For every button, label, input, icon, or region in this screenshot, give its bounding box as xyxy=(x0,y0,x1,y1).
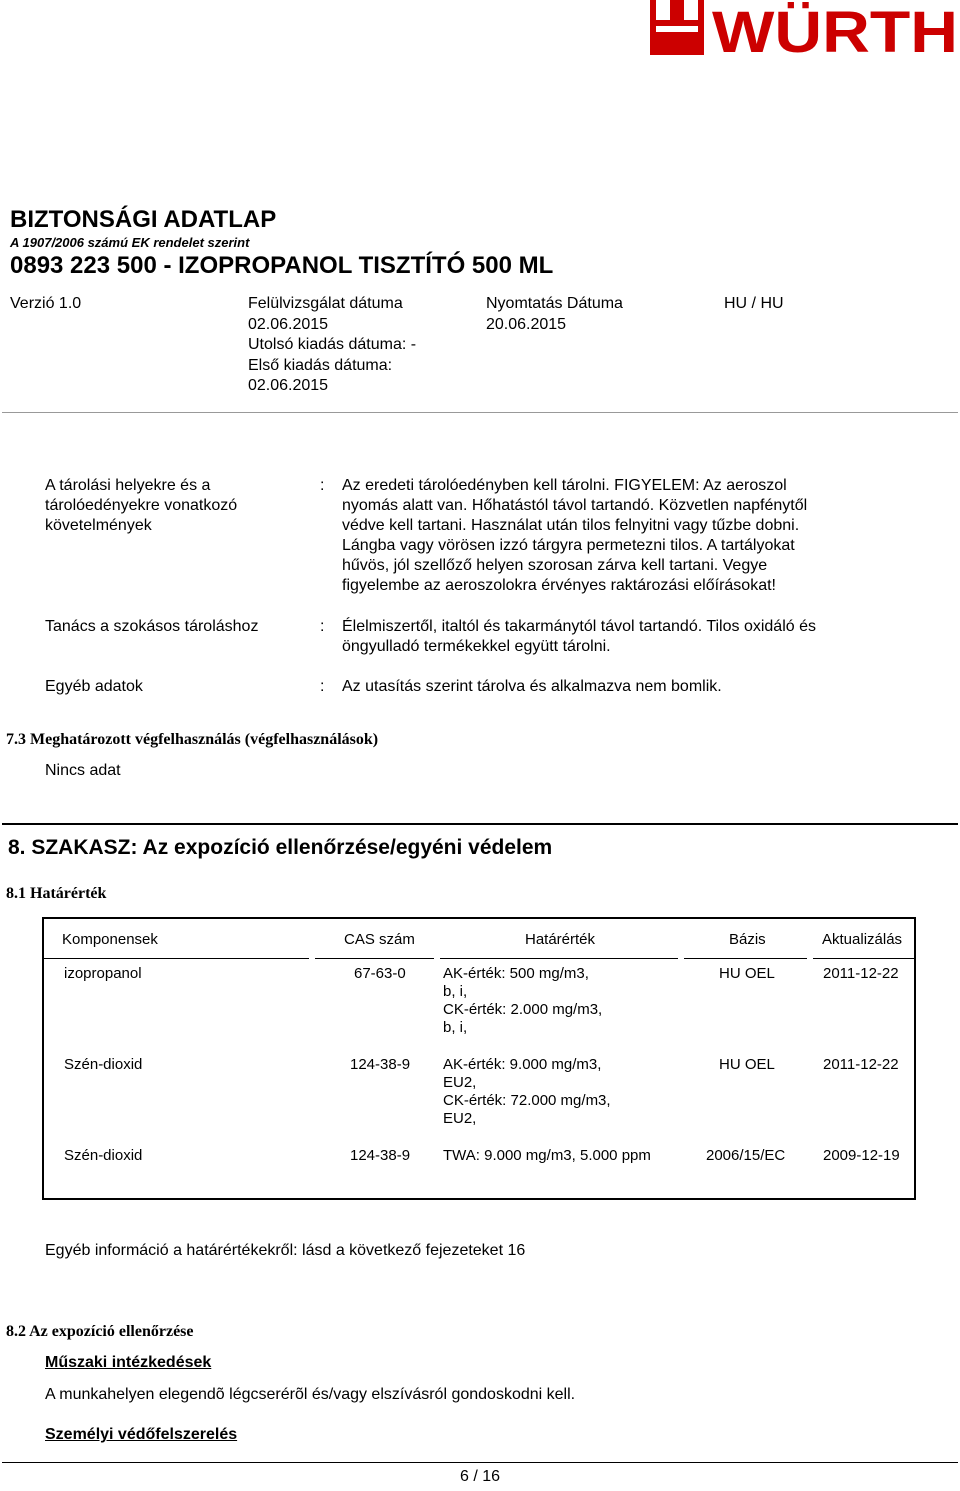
storage-requirements-value: Az eredeti tárolóedényben kell tárolni. FIGYELEM: Az aeroszol nyomás alatt van. Hőhatástól távol tartandó. Közvetlen napfénytől védve kell tartani. Használat után tilos felnyitni vagy tűzbe dobni. Lángba vagy vörösen izzó tárgyra permetezni tilos. A tartályokat hűvös, jól szellőző helyen szorosan zárva kell tartani. Vegye figyelembe az aeroszolokra érvényes raktározási előírásokat! xyxy=(342,477,808,594)
section-7-3-heading: 7.3 Meghatározott végfelhasználás (végfelhasználások) xyxy=(6,731,379,748)
section-7-3-text: Nincs adat xyxy=(45,762,121,779)
header-rule xyxy=(440,958,678,959)
section-8-1-heading: 8.1 Határérték xyxy=(6,885,107,902)
locale: HU / HU xyxy=(724,295,784,312)
print-date: 20.06.2015 xyxy=(486,315,567,333)
limit-values-table xyxy=(42,917,916,1200)
other-data-value: Az utasítás szerint tárolva és alkalmazva nem bomlik. xyxy=(342,678,722,695)
header-rule xyxy=(44,958,309,959)
revision-date: 02.06.2015 xyxy=(248,315,329,333)
cell-component: izopropanol xyxy=(64,965,142,982)
page-number: 6 / 16 xyxy=(459,1468,501,1485)
product-name: 0893 223 500 - IZOPROPANOL TISZTÍTÓ 500 ML xyxy=(10,252,554,279)
version: Verzió 1.0 xyxy=(10,295,82,312)
cell-basis: HU OEL xyxy=(719,1056,775,1073)
col-header-cas: CAS szám xyxy=(344,931,415,948)
logo-text: WÜRTH xyxy=(712,0,958,60)
storage-requirements-label: A tárolási helyekre és a tárolóedényekre vonatkozó követelmények xyxy=(45,477,238,534)
col-header-limit: Határérték xyxy=(525,931,596,948)
header-rule xyxy=(315,958,434,959)
print-label: Nyomtatás Dátuma xyxy=(486,295,623,312)
wurth-logo xyxy=(648,0,960,60)
col-header-updated: Aktualizálás xyxy=(822,931,903,948)
header-rule xyxy=(684,958,807,959)
ppe-heading: Személyi védőfelszerelés xyxy=(45,1426,238,1443)
colon: : xyxy=(320,618,325,635)
cell-basis: 2006/15/EC xyxy=(706,1147,786,1164)
cell-updated: 2011-12-22 xyxy=(823,965,899,982)
technical-measures-text: A munkahelyen elegendõ légcserérõl és/vagy elszívásról gondoskodni kell. xyxy=(45,1386,576,1403)
storage-advice-label: Tanács a szokásos tároláshoz xyxy=(45,618,259,635)
last-issue: Utolsó kiadás dátuma: - xyxy=(248,336,417,353)
regulation-line: A 1907/2006 számú EK rendelet szerint xyxy=(10,235,250,250)
cell-updated: 2009-12-19 xyxy=(823,1147,900,1164)
print-block xyxy=(486,294,623,335)
section-8-2-heading: 8.2 Az expozíció ellenőrzése xyxy=(6,1323,194,1340)
cell-updated: 2011-12-22 xyxy=(823,1056,899,1073)
cell-cas: 124-38-9 xyxy=(350,1056,411,1073)
cell-cas: 124-38-9 xyxy=(350,1147,411,1164)
header-rule xyxy=(813,958,914,959)
header-divider xyxy=(2,412,958,413)
section-8-heading: 8. SZAKASZ: Az expozíció ellenőrzése/egyéni védelem xyxy=(8,836,553,859)
first-issue-label: Első kiadás dátuma: xyxy=(248,356,393,374)
technical-measures-heading: Műszaki intézkedések xyxy=(45,1354,212,1371)
cell-limit: TWA: 9.000 mg/m3, 5.000 ppm xyxy=(443,1147,651,1164)
cell-basis: HU OEL xyxy=(719,965,775,982)
colon: : xyxy=(320,477,325,494)
cell-limit: AK-érték: 9.000 mg/m3, EU2, CK-érték: 72.000 mg/m3, EU2, xyxy=(443,1056,611,1127)
cell-limit: AK-érték: 500 mg/m3, b, i, CK-érték: 2.000 mg/m3, b, i, xyxy=(443,965,603,1036)
section-divider xyxy=(2,823,958,825)
revision-block xyxy=(248,294,416,397)
other-data-label: Egyéb adatok xyxy=(45,678,143,695)
col-header-component: Komponensek xyxy=(62,931,158,948)
colon: : xyxy=(320,678,325,695)
cell-component: Szén-dioxid xyxy=(64,1056,143,1073)
storage-advice-value: Élelmiszertől, italtól és takarmánytól távol tartandó. Tilos oxidáló és öngyulladó termékekkel együtt tárolni. xyxy=(342,618,816,655)
first-issue-date: 02.06.2015 xyxy=(248,377,329,394)
footer-divider xyxy=(2,1462,958,1463)
other-info-text: Egyéb információ a határértékekről: lásd a következő fejezeteket 16 xyxy=(45,1242,526,1259)
col-header-basis: Bázis xyxy=(729,931,766,948)
document-title: BIZTONSÁGI ADATLAP xyxy=(10,206,277,233)
revision-label: Felülvizsgálat dátuma xyxy=(248,295,403,312)
cell-component: Szén-dioxid xyxy=(64,1147,143,1164)
cell-cas: 67-63-0 xyxy=(354,965,406,982)
